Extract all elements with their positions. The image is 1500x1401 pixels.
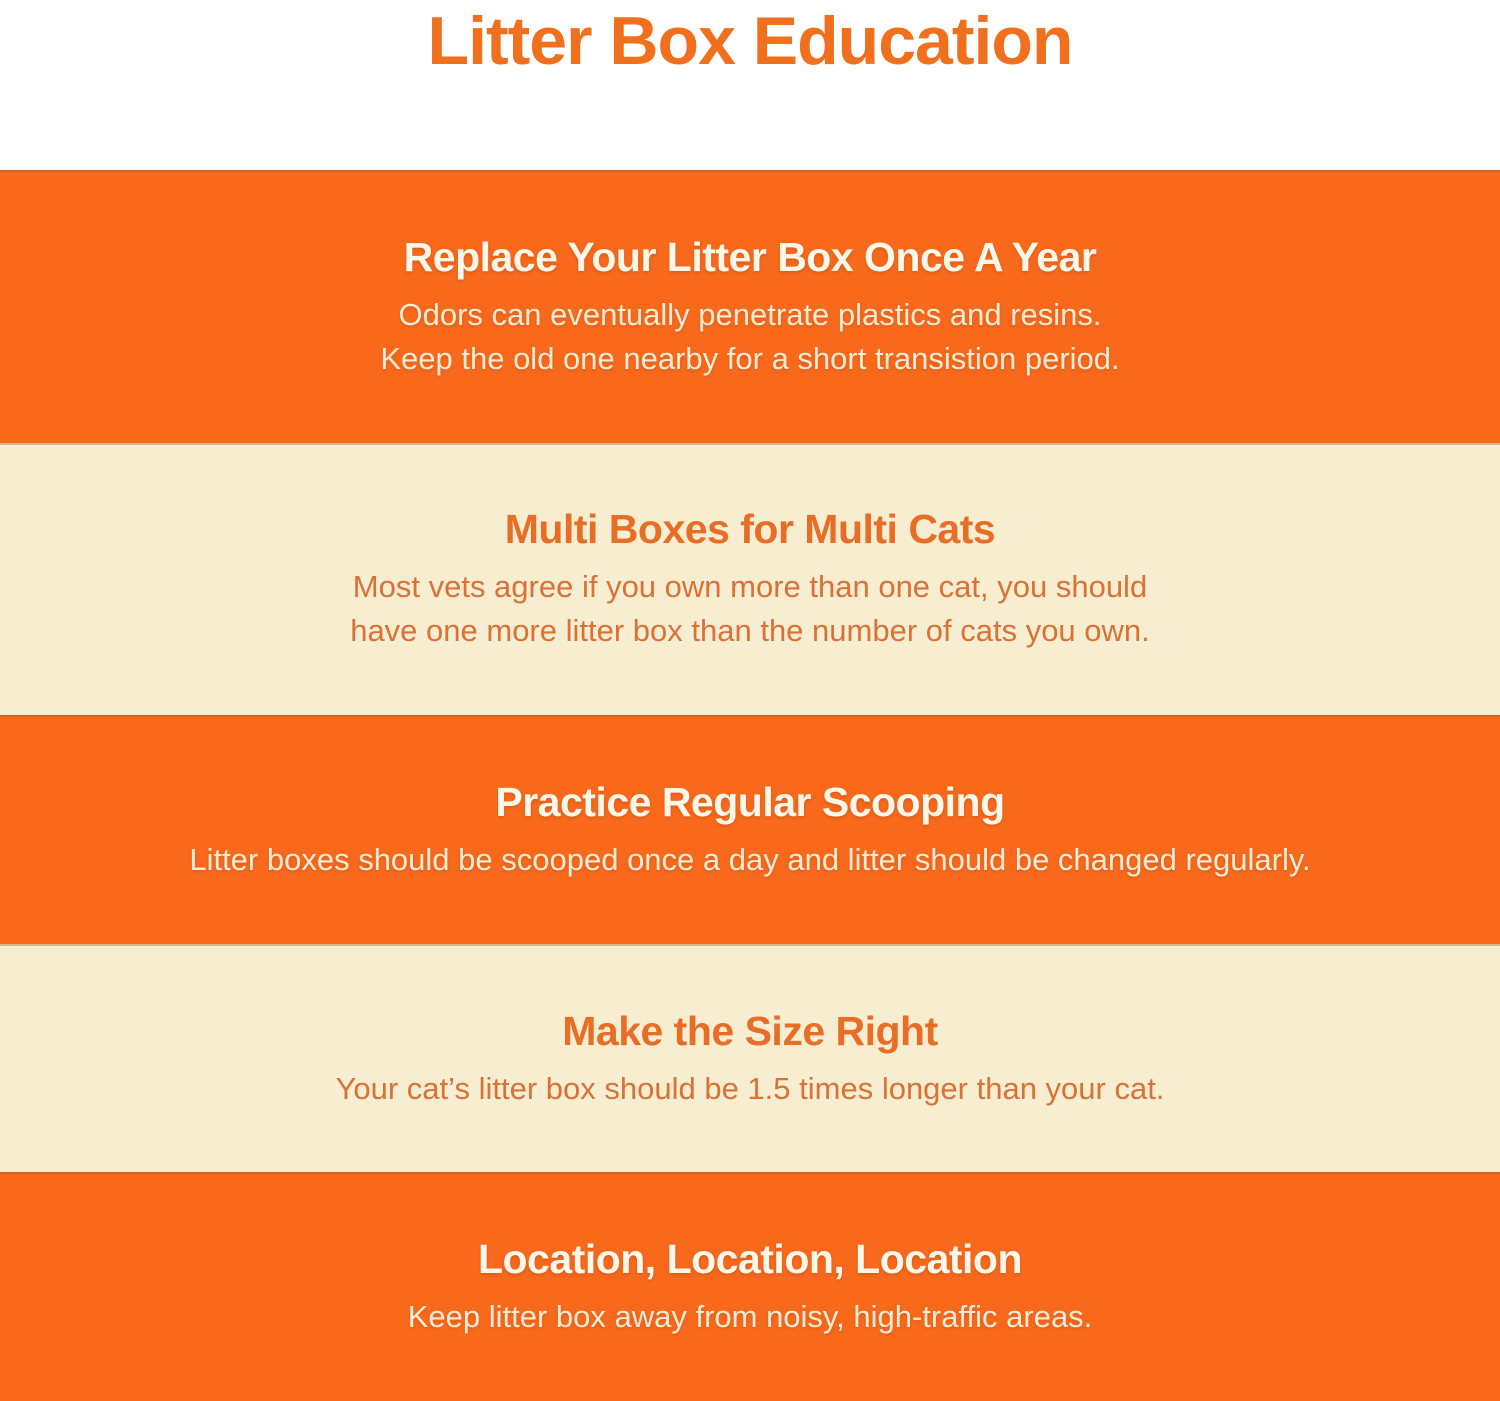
section-multi-boxes (0, 443, 1500, 716)
header (0, 0, 1500, 170)
section-heading: Make the Size Right (562, 1007, 938, 1054)
section-heading: Location, Location, Location (477, 1236, 1023, 1283)
page-title: Litter Box Education (427, 3, 1073, 79)
section-body-line: Your cat’s litter box should be 1.5 times longer than your cat. (335, 1070, 1165, 1106)
section-body-line: have one more litter box than the number of cats you own. (350, 613, 1150, 649)
section-heading: Practice Regular Scooping (495, 779, 1005, 825)
section-replace-litter-box (0, 170, 1500, 443)
section-body-line: Keep litter box away from noisy, high-traffic areas. (407, 1299, 1093, 1335)
section-body-line: Most vets agree if you own more than one cat, you should (352, 569, 1148, 605)
section-heading: Replace Your Litter Box Once A Year (403, 233, 1097, 280)
section-heading: Multi Boxes for Multi Cats (504, 506, 996, 553)
section-body-line: Keep the old one nearby for a short transistion period. (380, 340, 1120, 376)
section-regular-scooping (0, 715, 1500, 944)
section-size-right (0, 944, 1500, 1173)
section-body-line: Litter boxes should be scooped once a day and litter should be changed regularly. (189, 842, 1311, 877)
section-body-line: Odors can eventually penetrate plastics and resins. (398, 296, 1102, 332)
section-location (0, 1172, 1500, 1401)
